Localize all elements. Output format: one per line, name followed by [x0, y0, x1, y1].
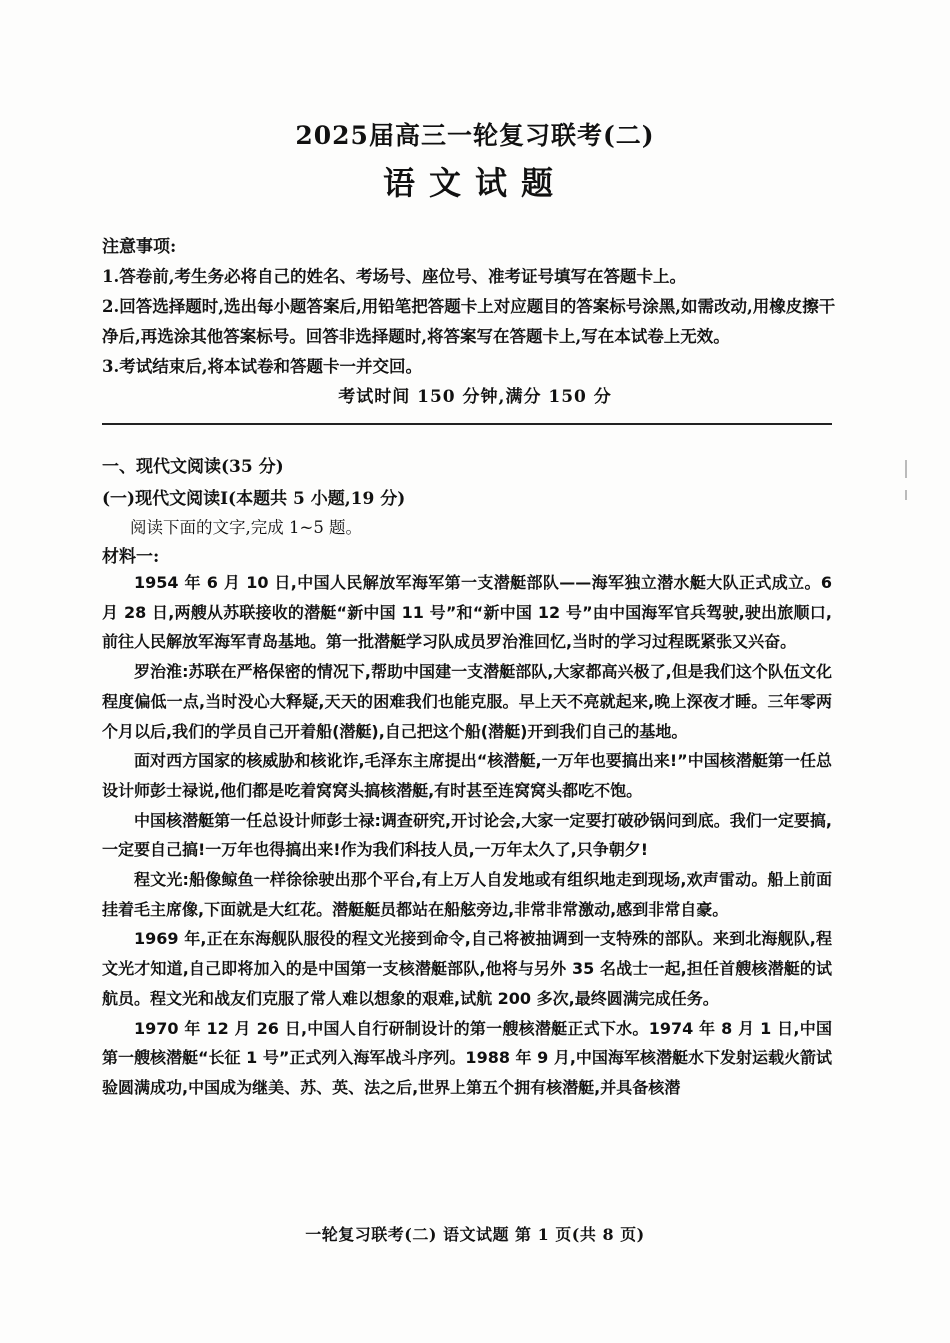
paragraph: 面对西方国家的核威胁和核讹诈,毛泽东主席提出“核潜艇,一万年也要搞出来!”中国核潜艇第一任总设计师彭士禄说,他们都是吃着窝窝头搞核潜艇,有时甚至连窝窝头都吃不饱。: [102, 751, 832, 800]
notice-heading: 注意事项:: [102, 237, 177, 257]
notice-item-2: 2.回答选择题时,选出每小题答案后,用铅笔把答题卡上对应题目的答案标号涂黑,如需改动,用橡皮擦干净后,再选涂其他答案标号。回答非选择题时,将答案写在答题卡上,写在本试卷上无效。: [102, 297, 836, 346]
reading-instruction: 阅读下面的文字,完成 1~5 题。: [130, 518, 363, 537]
material-label: 材料一:: [102, 547, 160, 567]
scan-mark: [905, 490, 907, 500]
exam-time: 考试时间 150 分钟,满分 150 分: [338, 387, 612, 407]
paragraph: 1970 年 12 月 26 日,中国人自行研制设计的第一艘核潜艇正式下水。1974 年 8 月 1 日,中国第一艘核潜艇“长征 1 号”正式列入海军战斗序列。1988 年 9 月,中国海军核潜艇水下发射运载火箭试验圆满成功,中国成为继美、苏、英、法之后,世界上第五个拥有核潜艇,并具备核潜: [102, 1018, 832, 1097]
paragraph: 1969 年,正在东海舰队服役的程文光接到命令,自己将被抽调到一支特殊的部队。来到北海舰队,程文光才知道,自己即将加入的是中国第一支核潜艇部队,他将与另外 35 名战士一起,担任首艘核潜艇的试航员。程文光和战友们克服了常人难以想象的艰难,试航 200 多次,最终圆满完成任务。: [102, 929, 832, 1008]
paragraph: 程文光:船像鲸鱼一样徐徐驶出那个平台,有上万人自发地或有组织地走到现场,欢声雷动。船上前面挂着毛主席像,下面就是大红花。潜艇艇员都站在船舷旁边,非常非常激动,感到非常自豪。: [102, 870, 832, 919]
notice-item-3: 3.考试结束后,将本试卷和答题卡一并交回。: [102, 357, 422, 376]
notice-block: [102, 232, 842, 382]
subject-title: 语文试题: [382, 164, 567, 202]
notice-item-1: 1.答卷前,考生务必将自己的姓名、考场号、座位号、准考证号填写在答题卡上。: [102, 267, 686, 286]
paragraph: 罗治淮:苏联在严格保密的情况下,帮助中国建一支潜艇部队,大家都高兴极了,但是我们这个队伍文化程度偏低一点,当时没心大释疑,天天的困难我们也能克服。早上天不亮就起来,晚上深夜才睡。三年零两个月以后,我们的学员自己开着船(潜艇),自己把这个船(潜艇)开到我们自己的基地。: [102, 662, 832, 741]
paragraph: 1954 年 6 月 10 日,中国人民解放军海军第一支潜艇部队——海军独立潜水艇大队正式成立。6 月 28 日,两艘从苏联接收的潜艇“新中国 11 号”和“新中国 12 号”由中国海军官兵驾驶,驶出旅顺口,前往人民解放军海军青岛基地。第一批潜艇学习队成员罗治淮回忆,当时的学习过程既紧张又兴奋。: [102, 573, 832, 652]
scan-mark: [905, 460, 907, 478]
paragraph: 中国核潜艇第一任总设计师彭士禄:调查研究,开讨论会,大家一定要打破砂锅问到底。我们一定要搞,一定要自己搞!一万年也得搞出来!作为我们科技人员,一万年太久了,只争朝夕!: [102, 810, 832, 860]
section-title: 一、现代文阅读(35 分): [102, 457, 284, 477]
exam-title: 2025届高三一轮复习联考(二): [295, 121, 655, 150]
subsection-title: (一)现代文阅读Ⅰ(本题共 5 小题,19 分): [102, 489, 406, 509]
divider: [102, 423, 832, 425]
page-footer: 一轮复习联考(二) 语文试题 第 1 页(共 8 页): [305, 1225, 645, 1244]
material-text: [102, 568, 832, 1103]
